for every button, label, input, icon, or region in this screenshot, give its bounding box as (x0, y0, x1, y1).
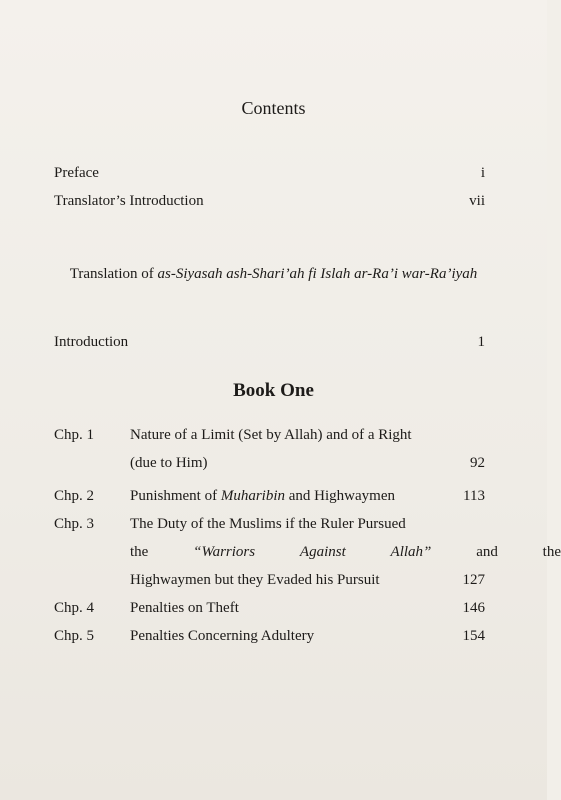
chapter-page: 146 (462, 600, 485, 616)
chapter-title-word: Allah” (390, 544, 432, 560)
chapter-title-text: Nature of a Limit (Set by Allah) and of a Right (130, 427, 412, 443)
chapter-page: 127 (462, 572, 485, 588)
chapter-title-line (130, 514, 485, 534)
toc-entry-page: i (480, 165, 485, 181)
toc-entry-page: vii (469, 193, 485, 209)
chapter-title-word: the (542, 544, 561, 560)
chapter-title-line (130, 425, 485, 445)
chapter-title-text: (due to Him) (130, 455, 208, 471)
chapter-page: 92 (470, 455, 485, 471)
chapter-number: Chp. 1 (54, 427, 95, 443)
chapter-title-word: “Warriors (193, 544, 256, 560)
chapter-title-word: Against (299, 544, 346, 560)
toc-entry-label: Preface (54, 165, 99, 181)
chapter-title-word: and (476, 544, 498, 560)
chapter-number: Chp. 3 (54, 516, 95, 532)
chapter-number: Chp. 2 (54, 488, 95, 504)
toc-entry-label: Translator’s Introduction (54, 193, 204, 209)
chapter-number: Chp. 5 (54, 628, 95, 644)
chapter-number: Chp. 4 (54, 600, 95, 616)
toc-chapter-1[interactable] (54, 425, 485, 473)
toc-chapter-3[interactable] (54, 514, 561, 590)
toc-entry-page: 1 (477, 334, 485, 350)
chapter-title-text: The Duty of the Muslims if the Ruler Pursued (130, 516, 406, 532)
chapter-title-text: and Highwaymen (285, 488, 395, 504)
toc-chapter-5[interactable] (54, 626, 485, 646)
translation-heading (0, 266, 547, 283)
toc-chapter-2[interactable] (54, 486, 485, 506)
chapter-title-text: Highwaymen but they Evaded his Pursuit (130, 572, 380, 588)
chapter-title-line (130, 453, 485, 473)
toc-entry-label: Introduction (54, 334, 129, 350)
translation-prefix: Translation of (69, 266, 158, 282)
chapter-title-line (130, 486, 485, 506)
toc-chapter-4[interactable] (54, 598, 485, 618)
chapter-title-word: the (130, 544, 149, 560)
chapter-title-line (130, 570, 485, 590)
chapter-title-text: Penalties Concerning Adultery (130, 628, 315, 644)
chapter-page: 113 (463, 488, 485, 504)
chapter-title-text: Punishment of (130, 488, 221, 504)
chapter-page: 154 (462, 628, 485, 644)
chapter-title-line (130, 542, 561, 562)
chapter-title-line (130, 626, 485, 646)
chapter-title-text: Penalties on Theft (130, 600, 239, 616)
chapter-title-line (130, 598, 485, 618)
page-title: Contents (241, 98, 306, 118)
book-heading: Book One (233, 380, 314, 401)
chapter-title-emphasis: Muharibin (220, 488, 286, 504)
translation-title: as-Siyasah ash-Shari’ah fi Islah ar-Ra’i war-Ra’iyah (157, 266, 478, 282)
